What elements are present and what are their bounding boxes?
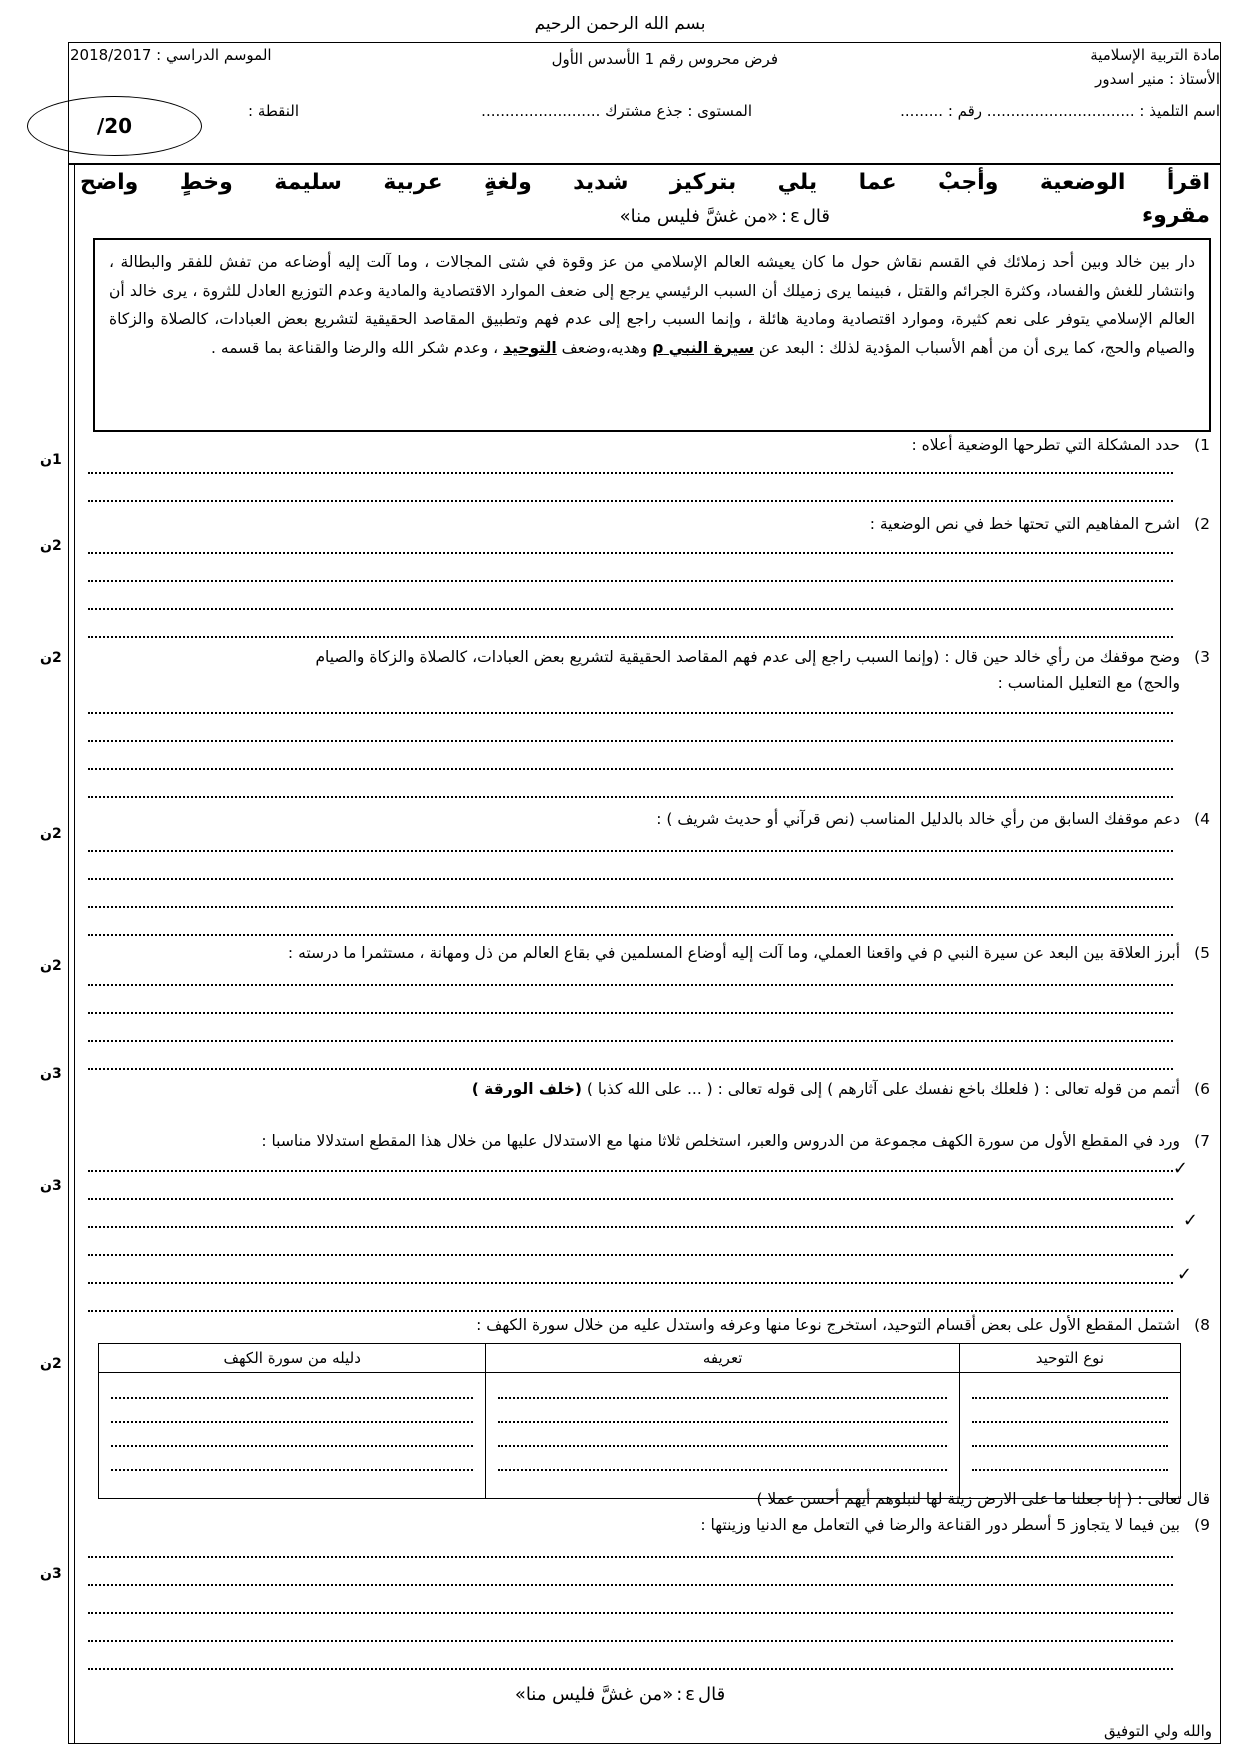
answer-line[interactable]: [88, 1040, 1173, 1042]
answer-line[interactable]: [88, 472, 1173, 474]
table-header-type: نوع التوحيد: [959, 1344, 1180, 1373]
question-7: [261, 1132, 1210, 1150]
basmala: بسم الله الرحمن الرحيم: [534, 14, 706, 34]
question-text: بين فيما لا يتجاوز 5 أسطر دور القناعة والرضا في التعامل مع الدنيا وزينتها :: [700, 1516, 1180, 1534]
score-q8: 2ن: [40, 1356, 62, 1372]
answer-line[interactable]: [972, 1445, 1168, 1447]
score-q1: 1ن: [40, 452, 62, 468]
table-cell-type[interactable]: [959, 1373, 1180, 1499]
passage-term-tawhid: التوحيد: [503, 338, 557, 357]
answer-line[interactable]: [88, 796, 1173, 798]
answer-line[interactable]: [88, 878, 1173, 880]
question-9: [700, 1516, 1210, 1534]
answer-line[interactable]: [88, 1198, 1173, 1200]
answer-line[interactable]: [972, 1397, 1168, 1399]
table-header-evidence: دليله من سورة الكهف: [99, 1344, 486, 1373]
question-4: [656, 810, 1210, 828]
answer-line[interactable]: [88, 934, 1173, 936]
score-column: [0, 164, 75, 1744]
score-q7: 3ن: [40, 1178, 62, 1194]
answer-line[interactable]: [111, 1469, 473, 1471]
question-text: ورد في المقطع الأول من سورة الكهف مجموعة من الدروس والعبر، استخلص ثلاثا منها مع الاستدلال عليها من خلال هذا المقطع استدلالا مناسبا :: [261, 1132, 1180, 1150]
level-label: المستوى : جذع مشترك .........................: [481, 102, 752, 120]
answer-line[interactable]: [88, 1282, 1173, 1284]
answer-line[interactable]: [88, 500, 1173, 502]
question-8: [476, 1316, 1210, 1334]
passage-text-2: وهديه،وضعف: [556, 338, 653, 357]
instructions-title-cont: مقروء: [1141, 203, 1210, 228]
question-text: حدد المشكلة التي تطرحها الوضعية أعلاه :: [911, 436, 1180, 454]
answer-line[interactable]: [88, 712, 1173, 714]
grade-total: /20: [96, 114, 133, 138]
answer-line[interactable]: [88, 1640, 1173, 1642]
question-number: 9): [1194, 1516, 1210, 1534]
student-name-field: اسم التلميذ : ............................... رقم : .........: [900, 102, 1220, 120]
check-icon: ✓: [1176, 1264, 1192, 1285]
answer-line[interactable]: [88, 1012, 1173, 1014]
passage-text-1: دار بين خالد وبين أحد زملائك في القسم نقاش حول ما كان يعيشه العالم الإسلامي من عز وقوة في شتى المجالات ، وما آلت إليه أوضاعه من تفش للفقر والبطالة ، وانتشار للغش والفساد، وكثرة الجرائم والقتل ، فبينما يرى زميلك أن السبب الرئيسي يرجع إلى ضعف الموارد الاقتصادية والمادية وعدم التوزيع العادل للثروة ، يرى خالد أن العالم الإسلامي يتوفر على نعم كثيرة، وموارد اقتصادية ومادية هائلة ، وإنما السبب راجع إلى عدم فهم وتطبيق المقاصد الحقيقية لتشريع بعض العبادات، كالصلاة والزكاة والصيام والحج، كما يرى أن من أهم الأسباب المؤدية لذلك : البعد عن: [109, 253, 1195, 357]
answer-line[interactable]: [88, 608, 1173, 610]
answer-line[interactable]: [88, 1170, 1173, 1172]
question-text: أبرز العلاقة بين البعد عن سيرة النبي ρ في واقعنا العملي، وما آلت إليه أوضاع المسلمين في بقاع العالم من ذل ومهانة ، مستثمرا ما درسته :: [287, 944, 1180, 962]
question-text: اشتمل المقطع الأول على بعض أقسام التوحيد، استخرج نوعا منها وعرفه واستدل عليه من خلال سورة الكهف :: [476, 1316, 1180, 1334]
subject-label: مادة التربية الإسلامية: [1090, 46, 1220, 64]
question-number: 5): [1194, 944, 1210, 962]
school-year: الموسم الدراسي : 2018/2017: [70, 46, 272, 64]
passage-term-sira: سيرة النبي ρ: [652, 338, 754, 357]
passage-text-3: ، وعدم شكر الله والرضا والقناعة بما قسمه .: [211, 338, 504, 357]
answer-line[interactable]: [88, 1584, 1173, 1586]
hadith-bottom: قالε:«من غشَّ فليس منا»: [514, 1684, 726, 1705]
grade-oval: [27, 96, 202, 156]
answer-line[interactable]: [88, 1612, 1173, 1614]
question-6-note: (خلف الورقة ): [471, 1080, 582, 1098]
answer-line[interactable]: [972, 1421, 1168, 1423]
question-1: [70, 436, 1210, 454]
instructions-title: اقرأ الوضعية وأجبْ عما يلي بتركيز شديد ولغةٍ عربية سليمة وخطٍ واضح: [80, 170, 1210, 195]
answer-line[interactable]: [498, 1445, 946, 1447]
question-text: اشرح المفاهيم التي تحتها خط في نص الوضعية :: [869, 515, 1180, 533]
question-3: [315, 648, 1210, 666]
teacher-label: الأستاذ : منير اسدور: [1095, 70, 1220, 88]
exam-title: فرض محروس رقم 1 الأسدس الأول: [551, 50, 778, 68]
question-text: وضح موقفك من رأي خالد حين قال : (وإنما السبب راجع إلى عدم فهم المقاصد الحقيقية لتشريع بعض العبادات، كالصلاة والزكاة والصيام: [315, 648, 1180, 666]
answer-line[interactable]: [88, 1668, 1173, 1670]
tawhid-table: [98, 1343, 1181, 1499]
answer-line[interactable]: [111, 1421, 473, 1423]
answer-line[interactable]: [88, 636, 1173, 638]
question-text: أتمم من قوله تعالى : ( فلعلك باخع نفسك على آثارهم ) إلى قوله تعالى : ( ... على الله كذبا ): [586, 1080, 1180, 1098]
table-header-definition: تعريفه: [486, 1344, 959, 1373]
situation-passage: [93, 238, 1211, 432]
answer-line[interactable]: [88, 1068, 1173, 1070]
question-number: 7): [1194, 1132, 1210, 1150]
answer-line[interactable]: [88, 906, 1173, 908]
score-q6: 3ن: [40, 1066, 62, 1082]
answer-line[interactable]: [498, 1421, 946, 1423]
question-6: [472, 1080, 1210, 1098]
score-q4: 2ن: [40, 826, 62, 842]
grade-label: النقطة :: [248, 102, 300, 120]
question-number: 4): [1194, 810, 1210, 828]
check-icon: ✓: [1172, 1158, 1188, 1179]
answer-line[interactable]: [88, 1254, 1173, 1256]
question-3-cont: والحج) مع التعليل المناسب :: [997, 674, 1180, 692]
score-q9: 3ن: [40, 1566, 62, 1582]
answer-line[interactable]: [972, 1469, 1168, 1471]
answer-line[interactable]: [111, 1397, 473, 1399]
question-number: 6): [1194, 1080, 1210, 1098]
question-number: 8): [1194, 1316, 1210, 1334]
question-2: [870, 515, 1210, 533]
score-q5: 2ن: [40, 958, 62, 974]
answer-line[interactable]: [88, 740, 1173, 742]
answer-line[interactable]: [88, 580, 1173, 582]
answer-line[interactable]: [88, 850, 1173, 852]
question-5: [288, 944, 1210, 962]
answer-line[interactable]: [88, 552, 1173, 554]
table-cell-evidence[interactable]: [99, 1373, 486, 1499]
answer-line[interactable]: [88, 1310, 1173, 1312]
answer-line[interactable]: [498, 1469, 946, 1471]
score-q3: 2ن: [40, 650, 62, 666]
table-cell-definition[interactable]: [486, 1373, 959, 1499]
question-9-verse: قال تعالى : ( إنا جعلنا ما على الارض زينة لها لنبلوهم أيهم أحسن عملا ): [756, 1490, 1210, 1508]
question-number: 1): [1194, 436, 1210, 454]
question-text: دعم موقفك السابق من رأي خالد بالدليل المناسب (نص قرآني أو حديث شريف ) :: [656, 810, 1180, 828]
question-number: 2): [1194, 515, 1210, 533]
answer-line[interactable]: [88, 1226, 1173, 1228]
answer-line[interactable]: [111, 1445, 473, 1447]
answer-line[interactable]: [88, 984, 1173, 986]
answer-line[interactable]: [498, 1397, 946, 1399]
answer-line[interactable]: [88, 768, 1173, 770]
check-icon: ✓: [1182, 1210, 1198, 1231]
answer-line[interactable]: [88, 1556, 1173, 1558]
question-number: 3): [1194, 648, 1210, 666]
closing-text: والله ولي التوفيق: [1103, 1722, 1212, 1740]
score-q2: 2ن: [40, 538, 62, 554]
hadith-top: قالε:«من غشَّ فليس منا»: [619, 206, 830, 227]
